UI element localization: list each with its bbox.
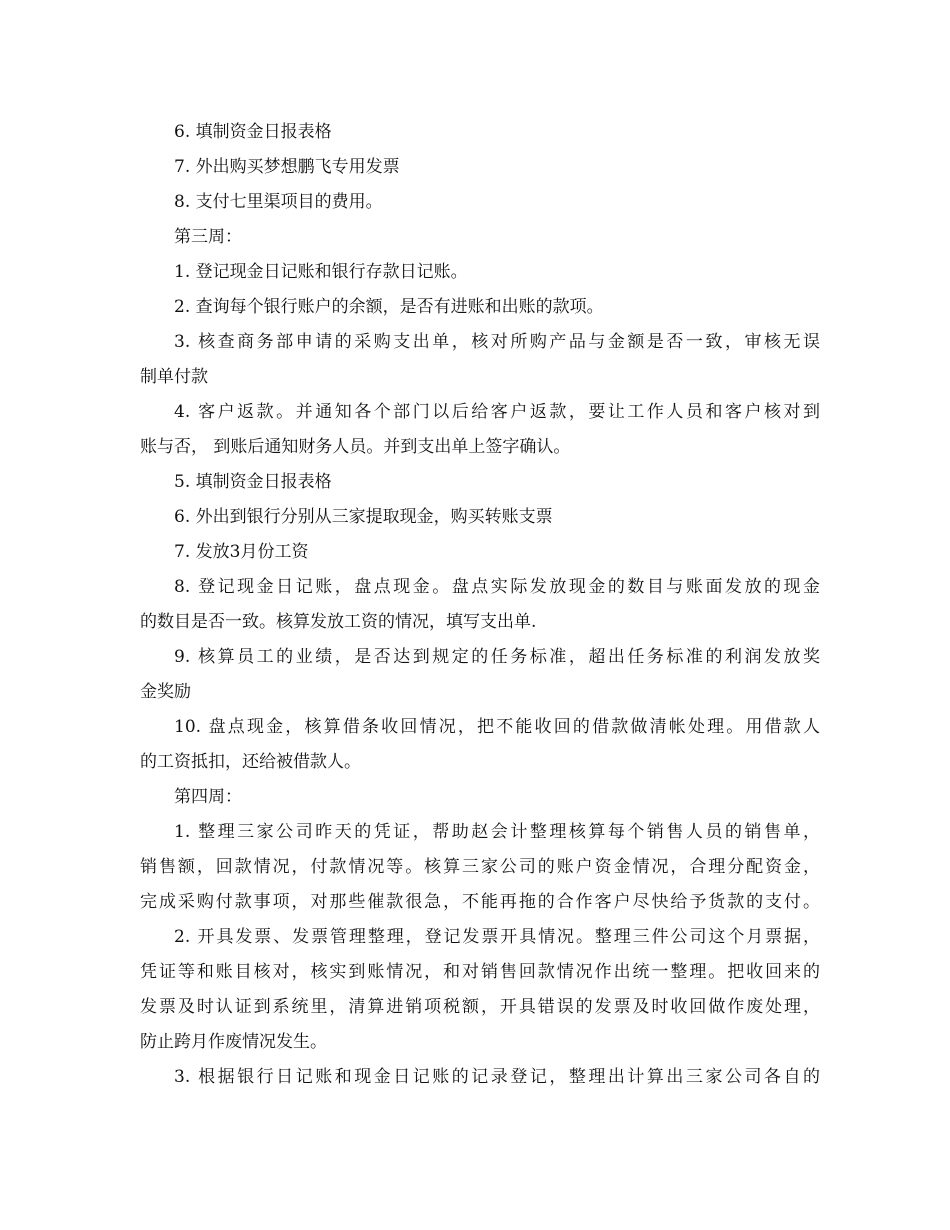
text-line: 8. 支付七里渠项目的费用。 xyxy=(174,192,383,212)
text-line: 6. 外出到银行分别从三家提取现金，购买转账支票 xyxy=(174,507,553,527)
text-line: 1. 登记现金日记账和银行存款日记账。 xyxy=(174,262,468,282)
text-line: 制单付款 xyxy=(140,367,208,387)
text-line: 防止跨月作废情况发生。 xyxy=(140,1032,327,1052)
text-line: 金奖励 xyxy=(140,682,191,702)
section-heading-week-3: 第三周： xyxy=(174,227,242,247)
text-line: 8. 登记现金日记账，盘点现金。盘点实际发放现金的数目与账面发放的现金 xyxy=(174,577,820,597)
text-line: 7. 发放3月份工资 xyxy=(174,542,309,562)
text-line: 凭证等和账目核对，核实到账情况，和对销售回款情况作出统一整理。把收回来的 xyxy=(140,962,820,982)
text-line: 5. 填制资金日报表格 xyxy=(174,472,332,492)
text-line: 4. 客户返款。并通知各个部门以后给客户返款，要让工作人员和客户核对到 xyxy=(174,402,820,422)
text-line: 发票及时认证到系统里，清算进销项税额，开具错误的发票及时收回做作废处理， xyxy=(140,997,820,1017)
section-heading-week-4: 第四周： xyxy=(174,787,242,807)
text-line: 3. 核查商务部申请的采购支出单，核对所购产品与金额是否一致，审核无误 xyxy=(174,332,820,352)
text-line: 10. 盘点现金，核算借条收回情况，把不能收回的借款做清帐处理。用借款人 xyxy=(174,717,820,737)
text-line: 2. 查询每个银行账户的余额，是否有进账和出账的款项。 xyxy=(174,297,604,317)
text-line: 账与否， 到账后通知财务人员。并到支出单上签字确认。 xyxy=(140,437,571,457)
text-line: 的工资抵扣，还给被借款人。 xyxy=(140,752,361,772)
text-line: 1. 整理三家公司昨天的凭证，帮助赵会计整理核算每个销售人员的销售单， xyxy=(174,822,820,842)
text-line: 3. 根据银行日记账和现金日记账的记录登记，整理出计算出三家公司各自的 xyxy=(174,1067,820,1087)
text-line: 7. 外出购买梦想鹏飞专用发票 xyxy=(174,157,400,177)
text-line: 2. 开具发票、发票管理整理，登记发票开具情况。整理三件公司这个月票据， xyxy=(174,927,820,947)
text-line: 的数目是否一致。核算发放工资的情况，填写支出单. xyxy=(140,612,537,632)
text-line: 6. 填制资金日报表格 xyxy=(174,122,332,142)
text-line: 销售额，回款情况，付款情况等。核算三家公司的账户资金情况，合理分配资金， xyxy=(140,857,820,877)
text-line: 完成采购付款事项，对那些催款很急，不能再拖的合作客户尽快给予货款的支付。 xyxy=(140,892,820,912)
text-line: 9. 核算员工的业绩，是否达到规定的任务标准，超出任务标准的利润发放奖 xyxy=(174,647,820,667)
